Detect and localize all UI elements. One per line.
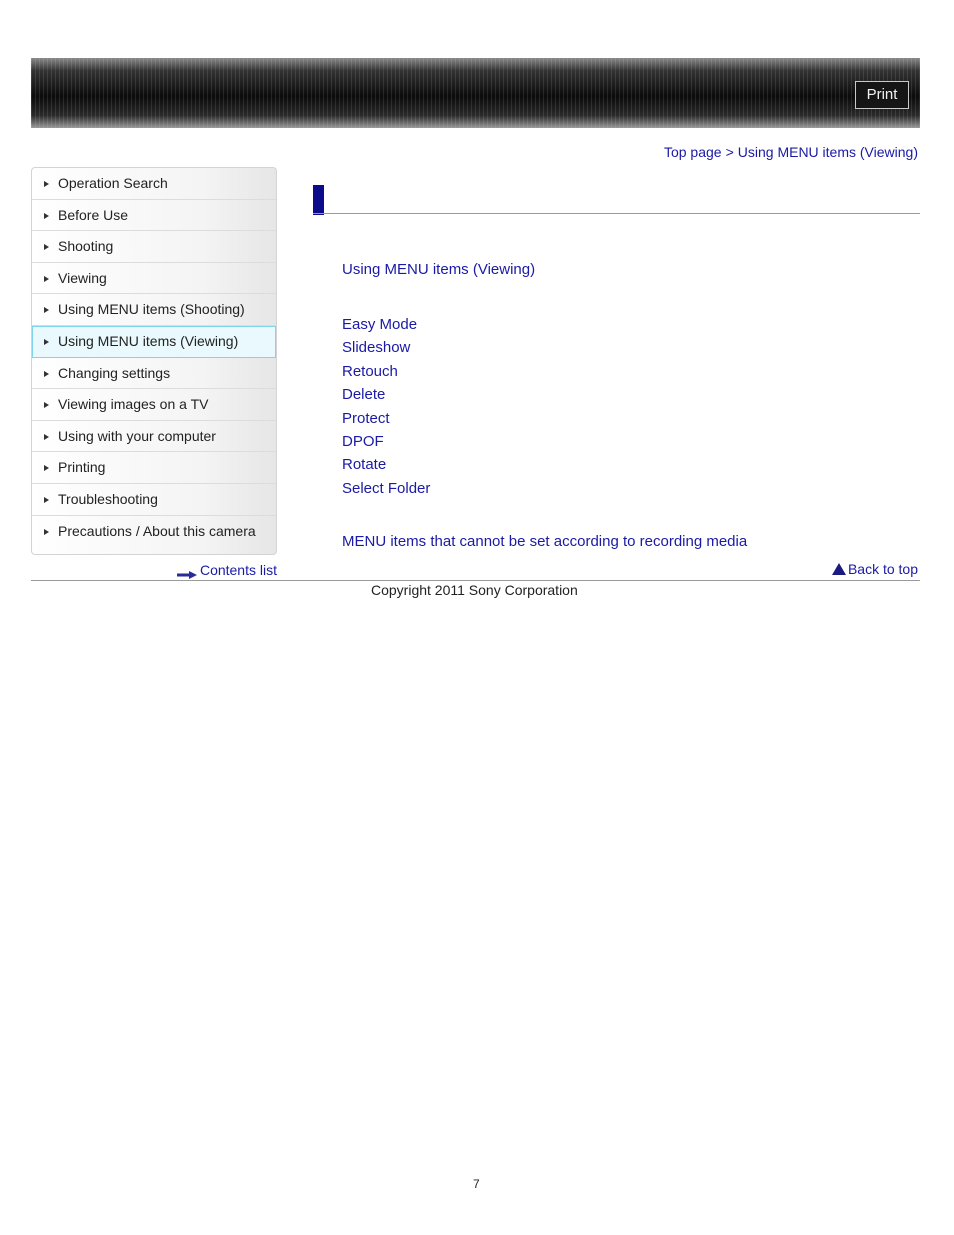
sidebar-item-shooting[interactable] <box>32 231 276 263</box>
list-item-dpof[interactable]: DPOF <box>342 432 384 450</box>
sidebar-item-using-with-computer[interactable] <box>32 421 276 453</box>
menu-item-list <box>342 313 430 500</box>
arrow-right-icon <box>44 276 49 282</box>
sidebar-nav <box>31 167 277 555</box>
print-button[interactable]: Print <box>855 81 909 109</box>
sidebar-item-menu-viewing[interactable] <box>32 326 276 358</box>
sidebar-item-troubleshooting[interactable] <box>32 484 276 516</box>
list-item-select-folder[interactable]: Select Folder <box>342 479 431 497</box>
breadcrumb-current-page[interactable]: Using MENU items (Viewing) <box>737 144 918 160</box>
back-to-top-label: Back to top <box>847 561 918 577</box>
arrow-right-icon <box>44 497 49 503</box>
sidebar-item-changing-settings[interactable] <box>32 358 276 390</box>
heading-marker <box>313 185 324 215</box>
breadcrumb-top-page[interactable]: Top page <box>663 144 722 160</box>
arrow-right-icon <box>44 402 49 408</box>
arrow-right-icon <box>44 371 49 377</box>
sidebar-item-viewing-on-tv[interactable] <box>32 389 276 421</box>
contents-list-label: Contents list <box>199 562 277 578</box>
sidebar-item-label: Precautions / About this camera <box>58 522 256 539</box>
sidebar-item-label: Operation Search <box>58 175 168 191</box>
sidebar-item-precautions[interactable] <box>32 516 276 548</box>
arrow-right-icon <box>44 465 49 471</box>
sidebar-item-label: Using MENU items (Viewing) <box>58 332 239 349</box>
arrow-right-icon-graphic <box>177 571 197 579</box>
heading-divider <box>313 213 920 214</box>
page-number: 7 <box>473 1177 480 1191</box>
sidebar-item-label: Printing <box>58 459 106 476</box>
triangle-up-icon <box>832 563 846 575</box>
section-link-menu-viewing[interactable]: Using MENU items (Viewing) <box>342 261 536 278</box>
sidebar-item-operation-search[interactable] <box>32 168 276 200</box>
list-item-delete[interactable]: Delete <box>342 386 386 404</box>
back-to-top-link[interactable] <box>832 561 918 577</box>
breadcrumb-separator: > <box>725 144 734 160</box>
arrow-right-icon <box>177 566 197 574</box>
list-item-slideshow[interactable]: Slideshow <box>342 339 411 357</box>
sidebar-item-printing[interactable] <box>32 452 276 484</box>
header-banner <box>31 58 920 128</box>
sidebar-item-viewing[interactable] <box>32 263 276 295</box>
arrow-right-icon <box>44 339 49 345</box>
sidebar-item-menu-shooting[interactable] <box>32 294 276 326</box>
note-link-recording-media[interactable]: MENU items that cannot be set according to recording media <box>342 533 748 550</box>
arrow-right-icon <box>44 244 49 250</box>
copyright-text: Copyright 2011 Sony Corporation <box>371 582 578 598</box>
breadcrumb <box>664 144 918 160</box>
sidebar-item-label: Viewing <box>58 269 107 286</box>
contents-list-link[interactable] <box>177 562 277 578</box>
sidebar-item-label: Before Use <box>58 206 129 223</box>
sidebar-item-label: Changing settings <box>58 364 171 381</box>
sidebar-item-label: Troubleshooting <box>58 490 158 507</box>
sidebar-item-label: Using MENU items (Shooting) <box>58 301 245 318</box>
arrow-right-icon <box>44 213 49 219</box>
list-item-easy-mode[interactable]: Easy Mode <box>342 316 418 333</box>
footer-divider <box>31 580 920 581</box>
arrow-right-icon <box>44 529 49 535</box>
list-item-rotate[interactable]: Rotate <box>342 456 387 474</box>
sidebar-item-label: Using with your computer <box>58 427 216 444</box>
arrow-right-icon <box>44 434 49 440</box>
arrow-right-icon <box>44 181 49 187</box>
list-item-protect[interactable]: Protect <box>342 409 390 427</box>
sidebar-item-label: Viewing images on a TV <box>58 396 209 413</box>
sidebar-item-label: Shooting <box>58 238 114 255</box>
sidebar-item-before-use[interactable] <box>32 200 276 232</box>
list-item-retouch[interactable]: Retouch <box>342 362 398 380</box>
arrow-right-icon <box>44 307 49 313</box>
